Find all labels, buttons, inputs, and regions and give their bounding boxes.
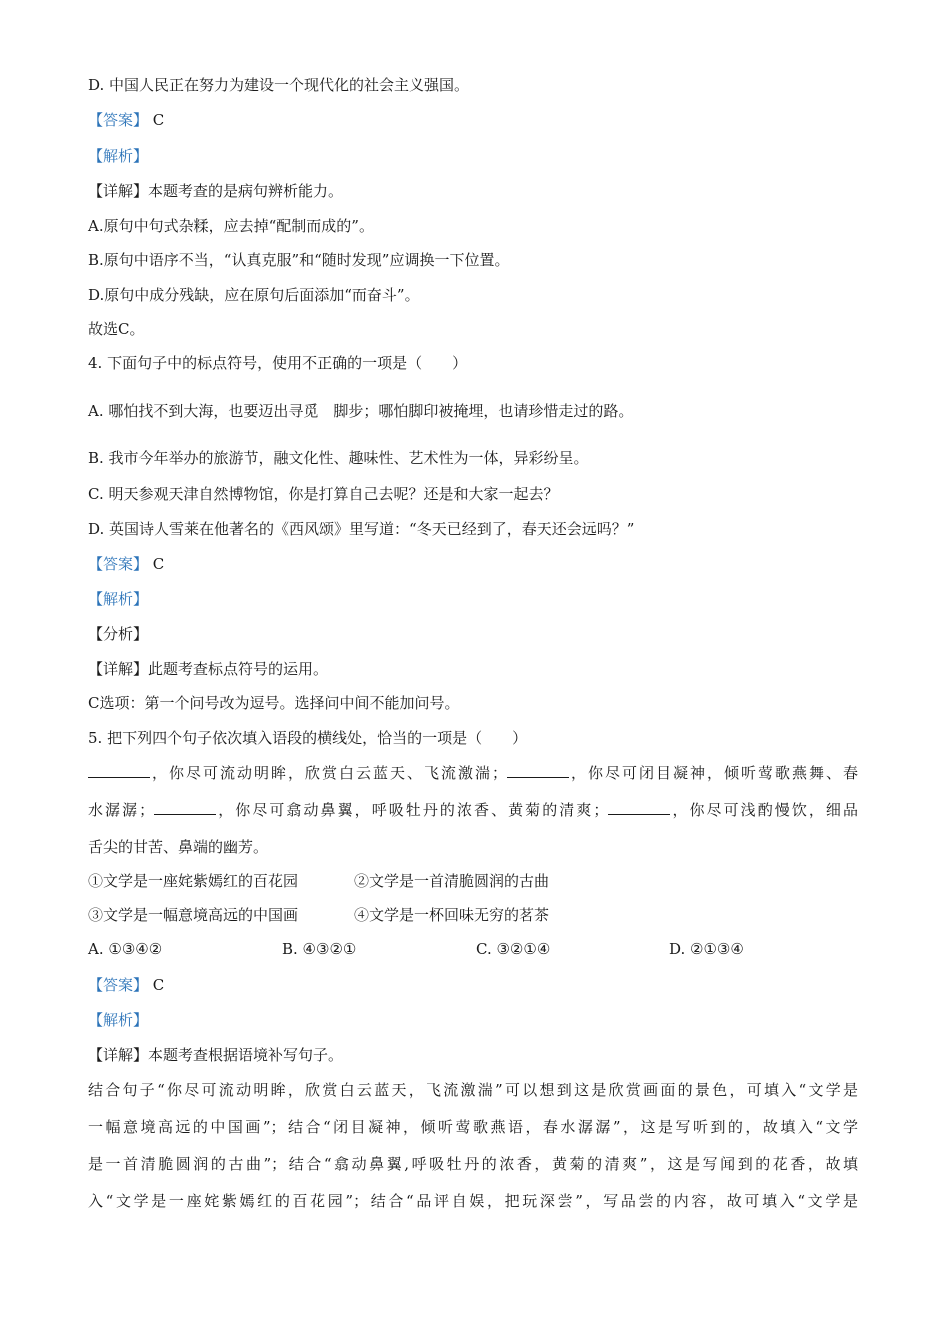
q3-option-d: D. 中国人民正在努力为建设一个现代化的社会主义强国。 <box>88 76 470 94</box>
q5-explain-line-1: 结合句子“你尽可流动明眸，欣赏白云蓝天，飞流激湍”可以想到这是欣赏画面的景色，可填入“文学是 <box>88 1081 858 1099</box>
answer-tag: 【答案】 <box>88 555 149 573</box>
detail-text: 本题考查的是病句辨析能力。 <box>148 182 344 200</box>
passage-text: 水潺潺； <box>88 801 155 819</box>
q3-analysis-tag: 【解析】 <box>88 147 149 165</box>
q5-option-d: D. ②①③④ <box>669 940 744 958</box>
q5-explain-line-3: 是一首清脆圆润的古曲”；结合“翕动鼻翼,呼吸牡丹的浓香，黄菊的清爽”，这是写闻到的花香，故填 <box>88 1155 858 1173</box>
q5-option-b: B. ④③②① <box>282 940 357 958</box>
q5-sentence-2: ②文学是一首清脆圆润的古曲 <box>354 872 550 890</box>
q4-option-c: C. 明天参观天津自然博物馆，你是打算自己去呢？还是和大家一起去？ <box>88 485 559 503</box>
q5-option-c: C. ③②①④ <box>476 940 551 958</box>
q3-answer <box>88 109 164 131</box>
q4-option-a: A. 哪怕找不到大海，也要迈出寻觅 脚步；哪怕脚印被掩埋，也请珍惜走过的路。 <box>88 402 634 420</box>
q5-option-a: A. ①③④② <box>88 940 163 958</box>
detail-text: 本题考查根据语境补写句子。 <box>148 1046 344 1064</box>
answer-tag: 【答案】 <box>88 976 149 994</box>
q3-explain-d: D.原句中成分残缺，应在原句后面添加“而奋斗”。 <box>88 286 420 304</box>
q5-sentence-3: ③文学是一幅意境高远的中国画 <box>88 906 299 924</box>
answer-value: C <box>152 111 165 129</box>
q5-answer <box>88 974 164 996</box>
q5-passage-line-2 <box>88 799 858 821</box>
q4-option-d: D. 英国诗人雪莱在他著名的《西风颂》里写道：“冬天已经到了，春天还会远吗？” <box>88 520 635 538</box>
answer-tag: 【答案】 <box>88 111 149 129</box>
q5-explain-line-4: 入“文学是一座姹紫嫣红的百花园”；结合“品评自娱，把玩深尝”，写品尝的内容，故可填入“文学是 <box>88 1192 858 1210</box>
detail-tag: 【详解】 <box>88 660 149 678</box>
q4-detail <box>88 658 328 680</box>
fill-blank-4 <box>608 799 670 815</box>
q4-explain-c: C选项：第一个问号改为逗号。选择问中间不能加问号。 <box>88 694 460 712</box>
passage-text: ，你尽可流动明眸，欣赏白云蓝天、飞流激湍； <box>150 764 507 782</box>
q5-sentence-1: ①文学是一座姹紫嫣红的百花园 <box>88 872 299 890</box>
q3-detail <box>88 180 343 202</box>
q5-passage-line-1 <box>88 762 858 784</box>
q5-explain-line-2: 一幅意境高远的中国画”；结合“闭目凝神，倾听莺歌燕语，春水潺潺”，这是写听到的，故填入“文学 <box>88 1118 858 1136</box>
passage-text: ，你尽可翕动鼻翼，呼吸牡丹的浓香、黄菊的清爽； <box>216 801 609 819</box>
q5-detail <box>88 1044 343 1066</box>
q4-option-b: B. 我市今年举办的旅游节，融文化性、趣味性、艺术性为一体，异彩纷呈。 <box>88 449 589 467</box>
q5-sentence-4: ④文学是一杯回味无穷的茗茶 <box>354 906 550 924</box>
q4-stem: 4. 下面句子中的标点符号，使用不正确的一项是（ ） <box>88 354 468 372</box>
q3-conclusion: 故选C。 <box>88 320 145 338</box>
q3-explain-b: B.原句中语序不当，“认真克服”和“随时发现”应调换一下位置。 <box>88 251 510 269</box>
q5-stem: 5. 把下列四个句子依次填入语段的横线处，恰当的一项是（ ） <box>88 729 528 747</box>
passage-text: ，你尽可浅酌慢饮，细品 <box>670 801 858 819</box>
q4-fenxi-tag: 【分析】 <box>88 625 149 643</box>
answer-value: C <box>152 555 165 573</box>
passage-text: ，你尽可闭目凝神，倾听莺歌燕舞、春 <box>569 764 858 782</box>
detail-tag: 【详解】 <box>88 1046 149 1064</box>
detail-text: 此题考查标点符号的运用。 <box>148 660 329 678</box>
answer-value: C <box>152 976 165 994</box>
q5-passage-line-3: 舌尖的甘苦、鼻端的幽芳。 <box>88 838 269 856</box>
detail-tag: 【详解】 <box>88 182 149 200</box>
q3-explain-a: A.原句中句式杂糅，应去掉“配制而成的”。 <box>88 217 374 235</box>
q4-analysis-tag: 【解析】 <box>88 590 149 608</box>
fill-blank-1 <box>88 762 150 778</box>
q5-analysis-tag: 【解析】 <box>88 1011 149 1029</box>
fill-blank-3 <box>154 799 216 815</box>
q4-answer <box>88 553 164 575</box>
fill-blank-2 <box>507 762 569 778</box>
